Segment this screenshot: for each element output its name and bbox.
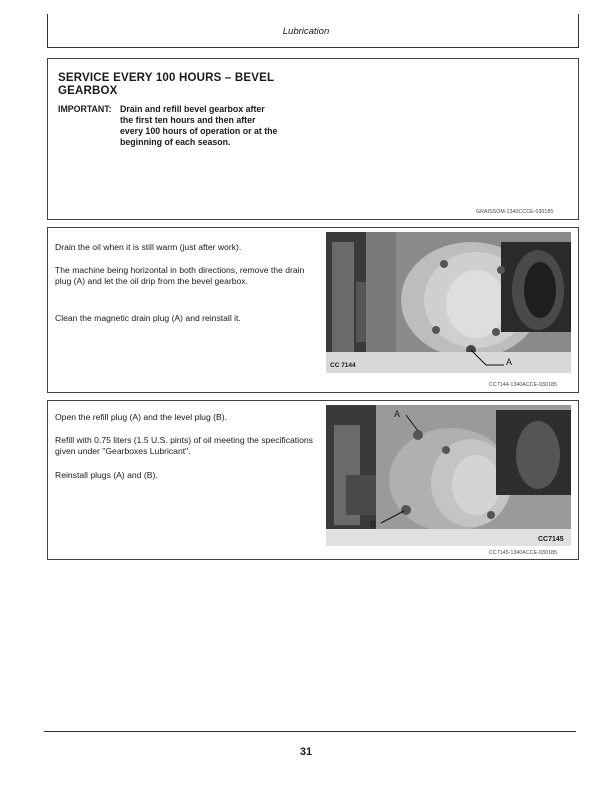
refill-plug-photo [326, 405, 571, 546]
section-reference-code: GRAISSOM-1340CCCE-030185 [476, 209, 554, 215]
drain-reference-code: CC7144-1340ACCE-030185 [489, 382, 557, 388]
refill-photo-code: CC7145 [538, 536, 564, 543]
important-label: IMPORTANT: [58, 104, 112, 114]
refill-callout-a: A [394, 409, 401, 419]
page-number: 31 [299, 746, 313, 758]
refill-callout-b: B [370, 519, 377, 529]
important-text: Drain and refill bevel gearbox after the first ten hours and then after every 100 hours of operation or at the beginning of each season. [120, 104, 278, 147]
drain-para-1: Drain the oil when it is still warm (just after work). [55, 242, 242, 252]
drain-para-2: The machine being horizontal in both directions, remove the drain plug (A) and let the oil drip from the bevel gearbox. [55, 265, 305, 286]
section-title-line2: GEARBOX [58, 85, 118, 97]
section-title-line1: SERVICE EVERY 100 HOURS – BEVEL [58, 72, 275, 84]
drain-para-3: Clean the magnetic drain plug (A) and reinstall it. [55, 313, 241, 323]
drain-photo-code: CC 7144 [330, 362, 356, 369]
drain-plug-photo [326, 232, 571, 373]
refill-para-3: Reinstall plugs (A) and (B). [55, 470, 158, 480]
header-bottom-rule [47, 47, 579, 48]
refill-para-1: Open the refill plug (A) and the level plug (B). [55, 412, 227, 422]
refill-para-2: Refill with 0.75 liters (1.5 U.S. pints) of oil meeting the specifications given under "Gearboxes Lubricant". [55, 435, 313, 456]
drain-callout-a: A [506, 357, 513, 367]
footer-rule [44, 731, 576, 732]
refill-reference-code: CC7145-1340ACCE-030185 [489, 550, 557, 556]
section-title [58, 72, 274, 98]
page-header-title: Lubrication [282, 26, 330, 37]
